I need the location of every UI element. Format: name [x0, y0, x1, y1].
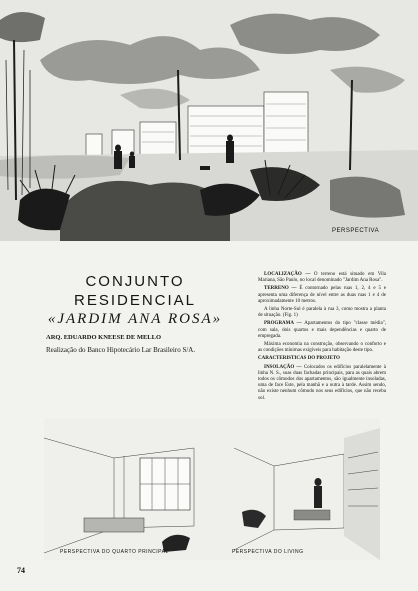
title-line-2: «JARDIM ANA ROSA» [47, 311, 223, 327]
bedroom-caption: PERSPECTIVA DO QUARTO PRINCIPAL [60, 549, 169, 555]
paragraph-linha: A linha Norte-Sul é paralela à rua 3, como mostra a planta de situação. (Fig. 1) [258, 307, 386, 319]
architect-credit: ARQ. EDUARDO KNEESE DE MELLO [46, 334, 162, 341]
paragraph-localizacao [258, 272, 386, 284]
perspective-illustration [0, 0, 418, 241]
bank-credit: Realização do Banco Hipotecário Lar Brasileiro S/A. [46, 346, 196, 354]
text-terreno: É contornado pelas ruas 1, 2, 4 e 5 e apresenta uma diferença de nível entre as duas ruas 1 e 4 de aproximadamente 10 metros. [258, 286, 386, 304]
text-programa: Apartamentos do tipo "classe média", com sala, dois quartos e mais dependências e quarto de empregada. [258, 321, 386, 339]
living-caption: PERSPECTIVA DO LIVING [232, 549, 304, 555]
paragraph-terreno [258, 286, 386, 305]
interior-drawing [44, 418, 380, 560]
label-insolacao: INSOLAÇÃO — [264, 364, 302, 370]
label-programa: PROGRAMA — [264, 321, 302, 327]
paragraph-economia: Máxima economia na construção, observando o conforto e as condições mínimas exigíveis para habitação deste tipo. [258, 342, 386, 354]
perspective-drawing [0, 0, 418, 241]
paragraph-insolacao [258, 365, 386, 402]
interior-perspectives [44, 418, 380, 560]
perspective-caption: PERSPECTIVA [332, 228, 380, 234]
label-localizacao: LOCALIZAÇÃO — [264, 272, 311, 277]
article-title [46, 272, 224, 329]
heading-caracteristicas: CARACTERISTICAS DO PROJETO [258, 356, 340, 362]
project-description [258, 272, 386, 404]
title-line-1: CONJUNTO RESIDENCIAL [73, 273, 197, 309]
page-number: 74 [17, 566, 25, 575]
text-insolacao: Colocados os edifícios paralelamente à linha N. S., suas duas fachadas principais, para as quais abrem todos os cômodos dos apartamentos, são igualmente insoladas, uma de face Este, pela manhã e a outra à tarde. Assim sendo, não existe nenhum cômodo nos seus edifícios, que não receba sol. [258, 364, 386, 401]
paragraph-programa [258, 321, 386, 340]
text-localizacao: O terreno está situado em Vila Mariana, São Paulo, no local denominado "Jardim Ana Rosa". [258, 272, 386, 284]
label-terreno: TERRENO — [264, 286, 297, 292]
